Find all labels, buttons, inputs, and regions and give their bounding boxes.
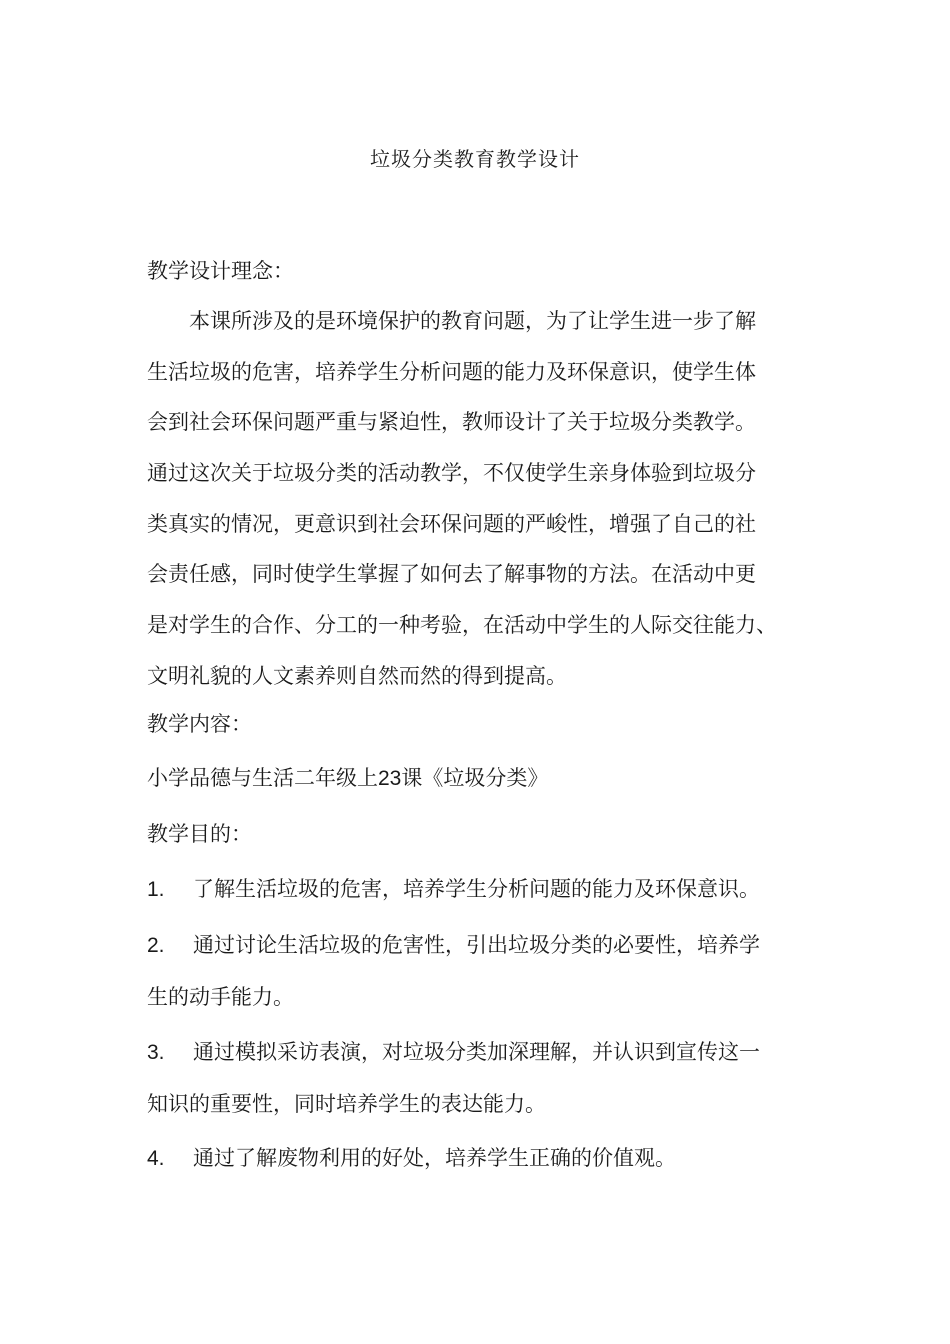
goal-text: 通过模拟采访表演，对垃圾分类加深理解，并认识到宣传这一 [193, 1040, 760, 1064]
philosophy-paragraph [147, 296, 817, 702]
goal-text-continued: 知识的重要性，同时培养学生的表达能力。 [147, 1092, 546, 1116]
content-heading: 教学内容： [147, 712, 252, 736]
goals-heading: 教学目的： [147, 822, 252, 846]
lesson-text-after: 课《垃圾分类》 [401, 766, 549, 790]
goal-text: 了解生活垃圾的危害，培养学生分析问题的能力及环保意识。 [193, 877, 760, 901]
goal-text-continued: 生的动手能力。 [147, 985, 294, 1009]
goal-item [147, 1132, 817, 1184]
philosophy-heading: 教学设计理念： [147, 259, 294, 283]
goal-item [147, 919, 817, 1023]
lesson-content [147, 763, 548, 794]
goal-number: 3. [147, 1041, 165, 1064]
goal-item [147, 863, 817, 915]
lesson-number: 23 [378, 767, 402, 790]
goal-item [147, 1026, 817, 1130]
goal-text: 通过了解废物利用的好处，培养学生正确的价值观。 [193, 1146, 676, 1170]
paragraph-line: 是对学生的合作、分工的一种考验，在活动中学生的人际交往能力、 [147, 613, 777, 638]
goal-number: 2. [147, 934, 165, 957]
paragraph-line: 文明礼貌的人文素养则自然而然的得到提高。 [147, 663, 567, 688]
paragraph-line: 类真实的情况，更意识到社会环保问题的严峻性，增强了自己的社 [147, 511, 756, 536]
lesson-text-before: 小学品德与生活二年级上 [147, 766, 378, 790]
goal-text: 通过讨论生活垃圾的危害性，引出垃圾分类的必要性，培养学 [193, 933, 760, 957]
goal-number: 1. [147, 878, 165, 901]
paragraph-line: 会到社会环保问题严重与紧迫性，教师设计了关于垃圾分类教学。 [147, 410, 756, 435]
paragraph-line: 本课所涉及的是环境保护的教育问题，为了让学生进一步了解 [189, 309, 756, 333]
goal-number: 4. [147, 1147, 165, 1170]
paragraph-line: 生活垃圾的危害，培养学生分析问题的能力及环保意识，使学生体 [147, 359, 756, 384]
paragraph-line: 会责任感，同时使学生掌握了如何去了解事物的方法。在活动中更 [147, 562, 756, 587]
document-title: 垃圾分类教育教学设计 [370, 147, 580, 171]
paragraph-line: 通过这次关于垃圾分类的活动教学，不仅使学生亲身体验到垃圾分 [147, 461, 756, 486]
